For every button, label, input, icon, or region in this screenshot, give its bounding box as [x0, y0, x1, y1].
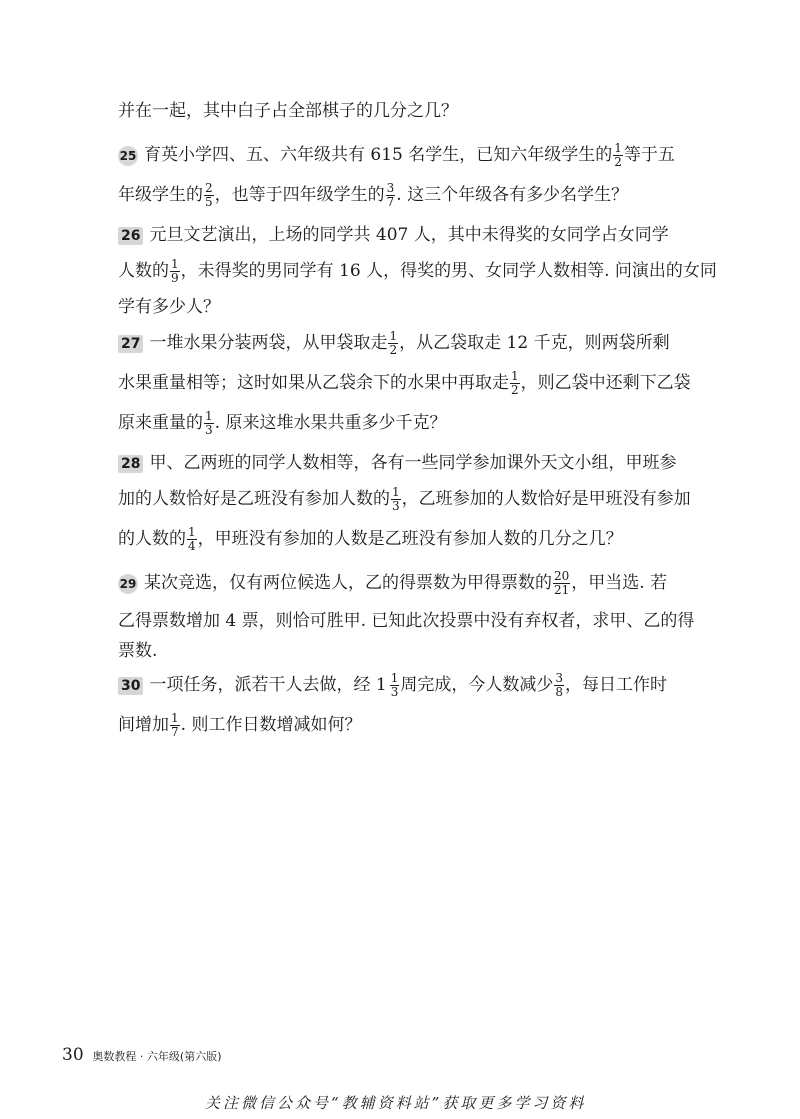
- text-line: [118, 180, 628, 209]
- text: ，则乙袋中还剩下乙袋: [520, 373, 691, 393]
- text: 等于五: [623, 145, 675, 165]
- numerator: 1: [614, 141, 622, 155]
- denominator: 2: [511, 383, 519, 397]
- text-line: [118, 292, 220, 317]
- text: ，甲班没有参加的人数是乙班没有参加人数的几分之几？: [197, 529, 623, 549]
- denominator: 2: [614, 155, 622, 169]
- denominator: 8: [555, 685, 563, 699]
- numerator: 2: [205, 181, 213, 195]
- denominator: 9: [171, 271, 179, 285]
- problem-26: [118, 220, 669, 245]
- watermark-text: 关注微信公众号“教辅资料站”获取更多学习资料: [205, 1094, 587, 1112]
- text: 水果重量相等；这时如果从乙袋余下的水果中再取走: [118, 373, 509, 393]
- problem-number: 29: [118, 574, 138, 594]
- fraction: [613, 142, 623, 169]
- denominator: 3: [205, 423, 213, 437]
- problem-number: 25: [118, 146, 138, 166]
- text: 一项任务，派若干人去做，经: [149, 675, 371, 695]
- numerator: 1: [511, 369, 519, 383]
- numerator: 1: [392, 485, 400, 499]
- fraction: [386, 182, 396, 209]
- text: 人数的: [118, 261, 169, 281]
- denominator: 7: [386, 195, 395, 209]
- fraction: [510, 370, 520, 397]
- text: 乙得票数增加 4 票，则恰可胜甲. 已知此次投票中没有弃权者，求甲、乙的得: [118, 611, 695, 631]
- text: 学有多少人？: [118, 297, 220, 317]
- fraction: [204, 410, 214, 437]
- denominator: 21: [554, 583, 570, 597]
- text: 育英小学四、五、六年级共有 615 名学生，已知六年级学生的: [144, 145, 613, 165]
- fraction: [553, 570, 570, 597]
- denominator: 3: [392, 499, 400, 513]
- text: ，甲当选. 若: [571, 573, 668, 593]
- text: 甲、乙两班的同学人数相等，各有一些同学参加课外天文小组，甲班参: [149, 453, 677, 473]
- numerator: 1: [171, 711, 179, 725]
- fraction: [554, 672, 564, 699]
- text-line: [118, 524, 623, 553]
- problem-27: [118, 328, 670, 357]
- text: 原来重量的: [118, 413, 203, 433]
- problem-number: 27: [118, 335, 143, 353]
- text-line: [118, 710, 361, 739]
- page-footer: [62, 1045, 222, 1065]
- mixed-number-whole: 1: [375, 675, 387, 695]
- problem-29: [118, 568, 667, 597]
- fraction: [390, 672, 400, 699]
- text: ，从乙袋取走 12 千克，则两袋所剩: [399, 333, 670, 353]
- text-line: [118, 606, 694, 631]
- numerator: 20: [554, 569, 570, 583]
- page-number: 30: [62, 1045, 84, 1065]
- text: . 则工作日数增减如何？: [180, 715, 362, 735]
- numerator: 1: [390, 671, 399, 685]
- numerator: 1: [389, 329, 398, 343]
- numerator: 1: [205, 409, 213, 423]
- problem-number: 26: [118, 227, 143, 245]
- problem-number: 30: [118, 677, 143, 695]
- text: 某次竞选，仅有两位候选人，乙的得票数为甲得票数的: [144, 573, 552, 593]
- text-line: [118, 408, 446, 437]
- text: ，每日工作时: [565, 675, 667, 695]
- denominator: 7: [171, 725, 179, 739]
- numerator: 3: [555, 671, 563, 685]
- text: 票数.: [118, 641, 158, 661]
- text: ，乙班参加的人数恰好是甲班没有参加: [401, 489, 691, 509]
- text: 元旦文艺演出，上场的同学共 407 人，其中未得奖的女同学占女同学: [149, 225, 669, 245]
- denominator: 2: [389, 343, 398, 357]
- problem-28: [118, 448, 676, 473]
- fraction: [170, 712, 180, 739]
- text: ，未得奖的男同学有 16 人，得奖的男、女同学人数相等. 问演出的女同: [180, 261, 717, 281]
- text: . 原来这堆水果共重多少千克？: [214, 413, 447, 433]
- fraction: [388, 330, 398, 357]
- numerator: 1: [171, 257, 179, 271]
- fraction: [170, 258, 180, 285]
- text: 年级学生的: [118, 185, 203, 205]
- denominator: 3: [390, 685, 399, 699]
- text: 一堆水果分装两袋，从甲袋取走: [149, 333, 388, 353]
- denominator: 5: [205, 195, 213, 209]
- problem-number: 28: [118, 455, 143, 473]
- text: 周完成，今人数减少: [400, 675, 554, 695]
- book-title: 奥数教程 · 六年级(第六版): [92, 1050, 222, 1063]
- text-line: [118, 96, 458, 121]
- text: 间增加: [118, 715, 169, 735]
- text-line: [118, 256, 717, 285]
- text: 的人数的: [118, 529, 186, 549]
- text-line: [118, 368, 691, 397]
- denominator: 4: [188, 539, 196, 553]
- fraction: [391, 486, 401, 513]
- numerator: 1: [188, 525, 196, 539]
- text-line: [118, 636, 157, 661]
- numerator: 3: [386, 181, 395, 195]
- problem-30: [118, 670, 667, 699]
- text: 并在一起，其中白子占全部棋子的几分之几？: [118, 101, 458, 121]
- text: 加的人数恰好是乙班没有参加人数的: [118, 489, 390, 509]
- text: . 这三个年级各有多少名学生？: [396, 185, 629, 205]
- fraction: [204, 182, 214, 209]
- fraction: [187, 526, 197, 553]
- text: ，也等于四年级学生的: [214, 185, 385, 205]
- text-line: [118, 484, 691, 513]
- problem-25: [118, 140, 675, 169]
